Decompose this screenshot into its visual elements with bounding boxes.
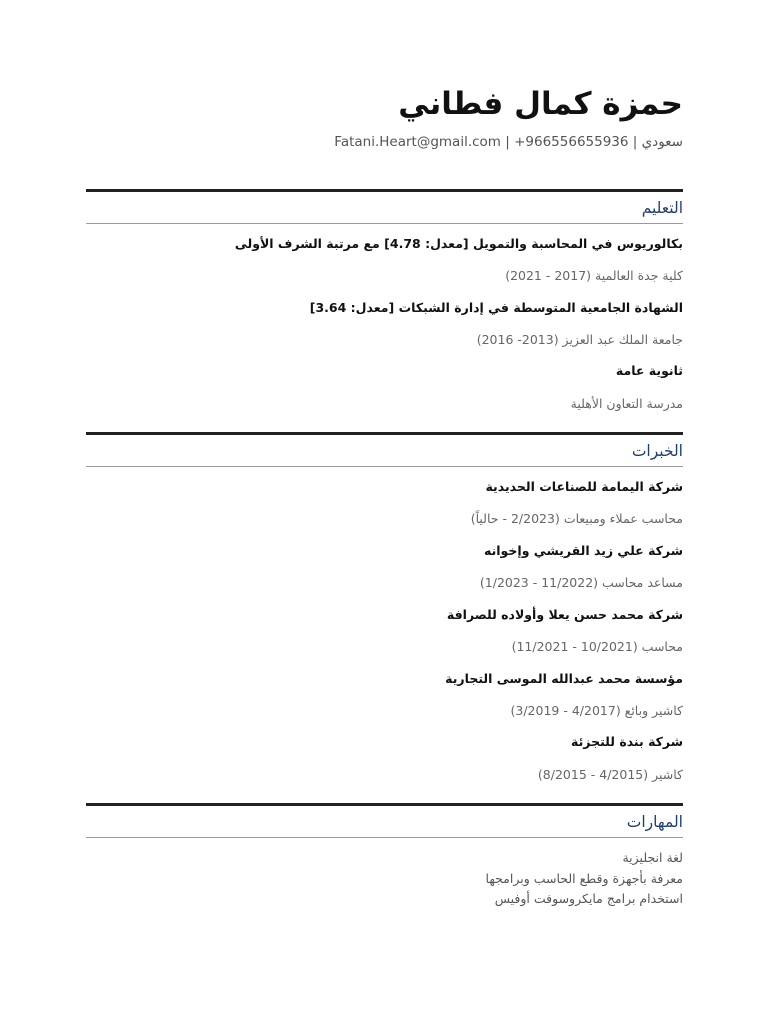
education-institution-2: جامعة الملك عبد العزيز (2013- 2016) <box>476 332 683 347</box>
section-divider-thin <box>86 223 683 224</box>
education-degree-2: الشهادة الجامعية المتوسطة في إدارة الشبكات [معدل: 3.64] <box>309 300 683 315</box>
education-degree-3: ثانوية عامة <box>615 363 683 378</box>
education-institution-1: كلية جدة العالمية (2017 - 2021) <box>505 268 683 283</box>
skill-item-3: استخدام برامج مايكروسوفت أوفيس <box>494 891 683 906</box>
contact-line: سعودي | 966556655936+ | Fatani.Heart@gmail.com <box>334 134 683 150</box>
experience-company-3: شركة محمد حسن يعلا وأولاده للصرافة <box>446 607 683 622</box>
experience-role-4: كاشير وبائع (4/2017 - 3/2019) <box>510 703 683 718</box>
experience-company-5: شركة بندة للتجزئة <box>571 734 683 749</box>
candidate-name: حمزة كمال فطاني <box>398 86 683 122</box>
experience-company-2: شركة علي زيد القريشي وإخوانه <box>484 543 683 558</box>
experience-role-5: كاشير (4/2015 - 8/2015) <box>537 767 683 782</box>
section-divider-thin <box>86 837 683 838</box>
experience-company-1: شركة اليمامة للصناعات الحديدية <box>485 479 683 494</box>
skill-item-1: لغة انجليزية <box>622 850 683 865</box>
experience-heading: الخبرات <box>631 442 683 460</box>
education-degree-1: بكالوريوس في المحاسبة والتمويل [معدل: 4.78] مع مرتبة الشرف الأولى <box>234 236 683 251</box>
section-divider-thick <box>86 432 683 435</box>
experience-role-3: محاسب (10/2021 - 11/2021) <box>511 639 683 654</box>
section-divider-thick <box>86 803 683 806</box>
experience-role-1: محاسب عملاء ومبيعات (2/2023 - حالياً) <box>470 511 683 526</box>
skills-heading: المهارات <box>626 813 683 831</box>
experience-role-2: مساعد محاسب (11/2022 - 1/2023) <box>479 575 683 590</box>
skill-item-2: معرفة بأجهزة وقطع الحاسب وبرامجها <box>485 871 683 886</box>
experience-company-4: مؤسسة محمد عبدالله الموسى التجارية <box>445 671 683 686</box>
section-divider-thin <box>86 466 683 467</box>
education-heading: التعليم <box>641 199 683 217</box>
education-institution-3: مدرسة التعاون الأهلية <box>570 396 683 411</box>
section-divider-thick <box>86 189 683 192</box>
